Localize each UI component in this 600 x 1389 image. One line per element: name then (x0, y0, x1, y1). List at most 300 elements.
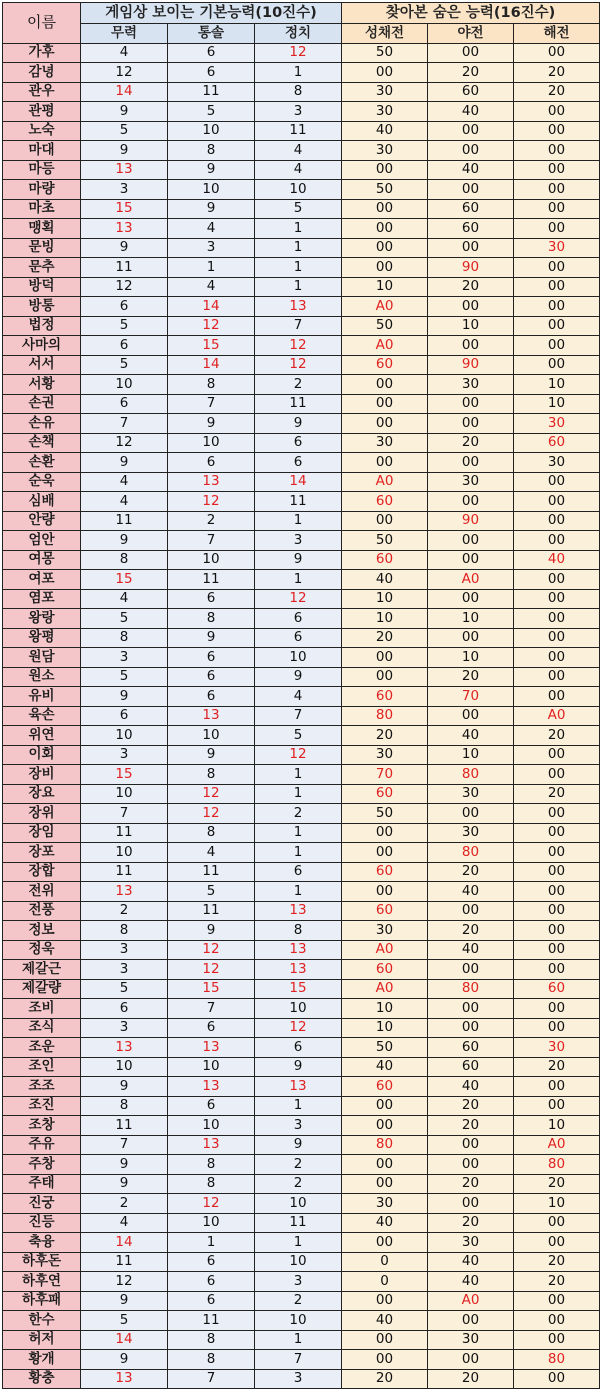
politics-cell: 9 (255, 414, 342, 434)
table-row (3, 277, 600, 297)
politics-cell: 12 (255, 43, 342, 63)
table-row (3, 589, 600, 609)
general-name-cell: 원소 (3, 667, 81, 687)
siege-cell: A0 (342, 336, 428, 356)
field-cell: 20 (428, 1369, 514, 1389)
field-cell: 00 (428, 141, 514, 161)
siege-cell: 00 (342, 1174, 428, 1194)
field-cell: 60 (428, 82, 514, 102)
siege-cell: 00 (342, 160, 428, 180)
general-name-cell: 황충 (3, 1369, 81, 1389)
politics-cell: 10 (255, 1311, 342, 1331)
field-cell: 00 (428, 394, 514, 414)
war-cell: 11 (81, 823, 168, 843)
table-row (3, 1057, 600, 1077)
lead-cell: 8 (168, 1330, 255, 1350)
field-cell: 20 (428, 667, 514, 687)
politics-cell: 11 (255, 1213, 342, 1233)
war-cell: 15 (81, 570, 168, 590)
siege-cell: 00 (342, 843, 428, 863)
table-row (3, 531, 600, 551)
politics-cell: 1 (255, 882, 342, 902)
table-row (3, 1116, 600, 1136)
lead-cell: 10 (168, 1057, 255, 1077)
general-name-cell: 조비 (3, 999, 81, 1019)
field-cell: 00 (428, 1311, 514, 1331)
naval-cell: 00 (514, 1213, 600, 1233)
siege-cell: 50 (342, 43, 428, 63)
field-cell: 40 (428, 1252, 514, 1272)
war-cell: 3 (81, 960, 168, 980)
politics-cell: 1 (255, 511, 342, 531)
general-name-cell: 마초 (3, 199, 81, 219)
war-cell: 4 (81, 492, 168, 512)
naval-cell: 00 (514, 43, 600, 63)
general-name-cell: 주유 (3, 1135, 81, 1155)
lead-cell: 12 (168, 492, 255, 512)
field-cell: 40 (428, 102, 514, 122)
naval-cell: 00 (514, 687, 600, 707)
politics-cell: 12 (255, 745, 342, 765)
table-row (3, 804, 600, 824)
war-cell: 9 (81, 1350, 168, 1370)
lead-cell: 9 (168, 160, 255, 180)
politics-cell: 1 (255, 843, 342, 863)
lead-cell: 7 (168, 531, 255, 551)
war-cell: 5 (81, 316, 168, 336)
war-cell: 13 (81, 160, 168, 180)
lead-cell: 4 (168, 843, 255, 863)
general-name-cell: 진등 (3, 1213, 81, 1233)
table-row (3, 453, 600, 473)
general-name-cell: 염포 (3, 589, 81, 609)
naval-cell: 00 (514, 960, 600, 980)
war-cell: 13 (81, 1369, 168, 1389)
naval-cell: 00 (514, 921, 600, 941)
naval-cell: A0 (514, 1135, 600, 1155)
lead-cell: 8 (168, 823, 255, 843)
lead-cell: 8 (168, 375, 255, 395)
table-row (3, 979, 600, 999)
siege-cell: 50 (342, 1038, 428, 1058)
lead-cell: 6 (168, 667, 255, 687)
politics-cell: 7 (255, 1350, 342, 1370)
general-name-cell: 하후패 (3, 1291, 81, 1311)
siege-cell: 10 (342, 609, 428, 629)
politics-cell: 9 (255, 1135, 342, 1155)
naval-cell: 20 (514, 1174, 600, 1194)
siege-cell: 40 (342, 1213, 428, 1233)
col-header-field: 야전 (428, 24, 514, 44)
politics-cell: 6 (255, 628, 342, 648)
politics-cell: 1 (255, 277, 342, 297)
field-cell: 80 (428, 979, 514, 999)
naval-cell: 00 (514, 1018, 600, 1038)
field-cell: 40 (428, 882, 514, 902)
col-header-politics: 정치 (255, 24, 342, 44)
naval-cell: 00 (514, 258, 600, 278)
field-cell: 60 (428, 199, 514, 219)
siege-cell: 00 (342, 1350, 428, 1370)
field-cell: 10 (428, 745, 514, 765)
politics-cell: 1 (255, 238, 342, 258)
table-row (3, 765, 600, 785)
field-cell: 80 (428, 843, 514, 863)
table-row (3, 1213, 600, 1233)
war-cell: 9 (81, 238, 168, 258)
general-name-cell: 왕랑 (3, 609, 81, 629)
table-row (3, 1155, 600, 1175)
politics-cell: 3 (255, 531, 342, 551)
lead-cell: 6 (168, 63, 255, 83)
naval-cell: 00 (514, 667, 600, 687)
general-name-cell: 위연 (3, 726, 81, 746)
field-cell: 00 (428, 336, 514, 356)
politics-cell: 11 (255, 394, 342, 414)
war-cell: 9 (81, 453, 168, 473)
siege-cell: 30 (342, 82, 428, 102)
table-row (3, 745, 600, 765)
war-cell: 10 (81, 843, 168, 863)
general-name-cell: 마량 (3, 180, 81, 200)
field-cell: 00 (428, 492, 514, 512)
naval-cell: 00 (514, 316, 600, 336)
politics-cell: 9 (255, 667, 342, 687)
politics-cell: 12 (255, 355, 342, 375)
politics-cell: 8 (255, 82, 342, 102)
table-row (3, 706, 600, 726)
naval-cell: 40 (514, 550, 600, 570)
war-cell: 9 (81, 687, 168, 707)
politics-cell: 2 (255, 375, 342, 395)
siege-cell: 00 (342, 199, 428, 219)
table-row (3, 316, 600, 336)
politics-cell: 6 (255, 862, 342, 882)
siege-cell: A0 (342, 940, 428, 960)
general-name-cell: 장합 (3, 862, 81, 882)
war-cell: 10 (81, 1057, 168, 1077)
war-cell: 13 (81, 882, 168, 902)
field-cell: 20 (428, 862, 514, 882)
field-cell: 00 (428, 531, 514, 551)
lead-cell: 3 (168, 238, 255, 258)
general-name-cell: 정보 (3, 921, 81, 941)
politics-cell: 2 (255, 1174, 342, 1194)
war-cell: 5 (81, 979, 168, 999)
naval-cell: 00 (514, 1291, 600, 1311)
siege-cell: 00 (342, 219, 428, 239)
field-cell: 00 (428, 999, 514, 1019)
politics-cell: 2 (255, 804, 342, 824)
basic-ability-group-header: 게임상 보이는 기본능력(10진수) (81, 3, 342, 24)
field-cell: 00 (428, 1018, 514, 1038)
siege-cell: 00 (342, 258, 428, 278)
field-cell: 00 (428, 1350, 514, 1370)
field-cell: 00 (428, 628, 514, 648)
siege-cell: 10 (342, 277, 428, 297)
war-cell: 9 (81, 141, 168, 161)
war-cell: 9 (81, 1155, 168, 1175)
politics-cell: 8 (255, 921, 342, 941)
field-cell: 00 (428, 297, 514, 317)
siege-cell: 00 (342, 453, 428, 473)
general-name-cell: 원담 (3, 648, 81, 668)
lead-cell: 9 (168, 628, 255, 648)
siege-cell: 30 (342, 745, 428, 765)
field-cell: 60 (428, 219, 514, 239)
field-cell: 20 (428, 1174, 514, 1194)
table-row (3, 238, 600, 258)
siege-cell: 80 (342, 1135, 428, 1155)
field-cell: 00 (428, 1135, 514, 1155)
table-row (3, 1252, 600, 1272)
war-cell: 15 (81, 199, 168, 219)
table-row (3, 1018, 600, 1038)
politics-cell: 13 (255, 901, 342, 921)
naval-cell: 00 (514, 472, 600, 492)
war-cell: 5 (81, 121, 168, 141)
table-row (3, 1330, 600, 1350)
field-cell: 00 (428, 180, 514, 200)
politics-cell: 4 (255, 160, 342, 180)
general-name-cell: 노숙 (3, 121, 81, 141)
lead-cell: 1 (168, 1233, 255, 1253)
politics-cell: 6 (255, 433, 342, 453)
siege-cell: 00 (342, 667, 428, 687)
war-cell: 6 (81, 706, 168, 726)
table-row (3, 355, 600, 375)
war-cell: 14 (81, 82, 168, 102)
naval-cell: 20 (514, 726, 600, 746)
siege-cell: 00 (342, 1116, 428, 1136)
table-body (3, 43, 600, 1389)
table-row (3, 258, 600, 278)
naval-cell: 00 (514, 804, 600, 824)
lead-cell: 5 (168, 102, 255, 122)
general-name-cell: 마대 (3, 141, 81, 161)
table-row (3, 199, 600, 219)
siege-cell: 30 (342, 1194, 428, 1214)
politics-cell: 9 (255, 1057, 342, 1077)
lead-cell: 8 (168, 1350, 255, 1370)
politics-cell: 3 (255, 1116, 342, 1136)
naval-cell: 30 (514, 453, 600, 473)
table-row (3, 784, 600, 804)
politics-cell: 1 (255, 784, 342, 804)
general-name-cell: 장요 (3, 784, 81, 804)
war-cell: 12 (81, 433, 168, 453)
field-cell: 60 (428, 1038, 514, 1058)
table-row (3, 921, 600, 941)
lead-cell: 15 (168, 979, 255, 999)
naval-cell: 00 (514, 511, 600, 531)
war-cell: 7 (81, 414, 168, 434)
war-cell: 11 (81, 1252, 168, 1272)
table-row (3, 882, 600, 902)
siege-cell: A0 (342, 297, 428, 317)
table-row (3, 843, 600, 863)
table-row (3, 1369, 600, 1389)
naval-cell: 00 (514, 628, 600, 648)
field-cell: 30 (428, 375, 514, 395)
table-row (3, 628, 600, 648)
lead-cell: 11 (168, 1311, 255, 1331)
lead-cell: 2 (168, 511, 255, 531)
naval-cell: 00 (514, 745, 600, 765)
header-row-columns (3, 24, 600, 44)
table-row (3, 901, 600, 921)
politics-cell: 5 (255, 199, 342, 219)
naval-cell: 30 (514, 238, 600, 258)
general-name-cell: 주창 (3, 1155, 81, 1175)
naval-cell: 00 (514, 355, 600, 375)
politics-cell: 1 (255, 258, 342, 278)
politics-cell: 6 (255, 609, 342, 629)
naval-cell: 00 (514, 901, 600, 921)
war-cell: 3 (81, 648, 168, 668)
politics-cell: 2 (255, 1291, 342, 1311)
politics-cell: 1 (255, 63, 342, 83)
lead-cell: 13 (168, 706, 255, 726)
general-name-cell: 감녕 (3, 63, 81, 83)
siege-cell: 00 (342, 1291, 428, 1311)
field-cell: 00 (428, 121, 514, 141)
table-row (3, 1038, 600, 1058)
siege-cell: 30 (342, 921, 428, 941)
table-row (3, 1350, 600, 1370)
naval-cell: 30 (514, 1038, 600, 1058)
naval-cell: 00 (514, 531, 600, 551)
general-name-cell: 장비 (3, 765, 81, 785)
general-name-cell: 조인 (3, 1057, 81, 1077)
politics-cell: 13 (255, 1077, 342, 1097)
field-cell: 30 (428, 823, 514, 843)
field-cell: 10 (428, 648, 514, 668)
field-cell: 20 (428, 1096, 514, 1116)
war-cell: 13 (81, 1038, 168, 1058)
naval-cell: 20 (514, 1252, 600, 1272)
war-cell: 5 (81, 355, 168, 375)
lead-cell: 6 (168, 1272, 255, 1292)
war-cell: 15 (81, 765, 168, 785)
field-cell: 40 (428, 726, 514, 746)
lead-cell: 12 (168, 784, 255, 804)
naval-cell: 20 (514, 1057, 600, 1077)
table-row (3, 570, 600, 590)
war-cell: 6 (81, 394, 168, 414)
naval-cell: 20 (514, 82, 600, 102)
naval-cell: 00 (514, 1096, 600, 1116)
col-header-lead: 통솔 (168, 24, 255, 44)
siege-cell: 60 (342, 901, 428, 921)
naval-cell: A0 (514, 706, 600, 726)
siege-cell: 10 (342, 589, 428, 609)
naval-cell: 80 (514, 1155, 600, 1175)
lead-cell: 10 (168, 1116, 255, 1136)
lead-cell: 10 (168, 433, 255, 453)
lead-cell: 6 (168, 687, 255, 707)
lead-cell: 12 (168, 940, 255, 960)
lead-cell: 8 (168, 1174, 255, 1194)
field-cell: 10 (428, 609, 514, 629)
politics-cell: 4 (255, 687, 342, 707)
field-cell: 00 (428, 414, 514, 434)
general-name-cell: 황개 (3, 1350, 81, 1370)
lead-cell: 10 (168, 550, 255, 570)
field-cell: 00 (428, 804, 514, 824)
general-name-cell: 장포 (3, 843, 81, 863)
lead-cell: 6 (168, 1252, 255, 1272)
war-cell: 4 (81, 472, 168, 492)
siege-cell: 00 (342, 823, 428, 843)
war-cell: 8 (81, 550, 168, 570)
politics-cell: 7 (255, 706, 342, 726)
politics-cell: 10 (255, 180, 342, 200)
naval-cell: 00 (514, 589, 600, 609)
naval-cell: 00 (514, 823, 600, 843)
lead-cell: 13 (168, 472, 255, 492)
lead-cell: 10 (168, 121, 255, 141)
naval-cell: 00 (514, 1233, 600, 1253)
field-cell: 00 (428, 453, 514, 473)
field-cell: 20 (428, 1116, 514, 1136)
politics-cell: 1 (255, 1330, 342, 1350)
naval-cell: 10 (514, 1194, 600, 1214)
general-name-cell: 법정 (3, 316, 81, 336)
table-row (3, 433, 600, 453)
field-cell: 00 (428, 1194, 514, 1214)
field-cell: 30 (428, 784, 514, 804)
field-cell: 00 (428, 1155, 514, 1175)
table-row (3, 1311, 600, 1331)
general-name-cell: 주태 (3, 1174, 81, 1194)
field-cell: 00 (428, 960, 514, 980)
siege-cell: 00 (342, 882, 428, 902)
war-cell: 2 (81, 901, 168, 921)
politics-cell: 1 (255, 219, 342, 239)
general-name-cell: 안량 (3, 511, 81, 531)
field-cell: 40 (428, 1272, 514, 1292)
general-name-cell: 하후연 (3, 1272, 81, 1292)
siege-cell: 00 (342, 1155, 428, 1175)
naval-cell: 10 (514, 394, 600, 414)
general-name-cell: 손책 (3, 433, 81, 453)
siege-cell: 20 (342, 1369, 428, 1389)
table-row (3, 550, 600, 570)
siege-cell: 60 (342, 784, 428, 804)
war-cell: 11 (81, 1116, 168, 1136)
war-cell: 6 (81, 999, 168, 1019)
naval-cell: 00 (514, 609, 600, 629)
naval-cell: 00 (514, 1311, 600, 1331)
siege-cell: 00 (342, 511, 428, 531)
general-name-cell: 순욱 (3, 472, 81, 492)
war-cell: 3 (81, 745, 168, 765)
siege-cell: 20 (342, 726, 428, 746)
table-row (3, 1096, 600, 1116)
lead-cell: 11 (168, 901, 255, 921)
politics-cell: 13 (255, 297, 342, 317)
table-row (3, 121, 600, 141)
field-cell: 40 (428, 160, 514, 180)
politics-cell: 3 (255, 102, 342, 122)
war-cell: 14 (81, 1330, 168, 1350)
naval-cell: 00 (514, 102, 600, 122)
naval-cell: 20 (514, 784, 600, 804)
naval-cell: 00 (514, 940, 600, 960)
politics-cell: 3 (255, 1369, 342, 1389)
siege-cell: 30 (342, 141, 428, 161)
